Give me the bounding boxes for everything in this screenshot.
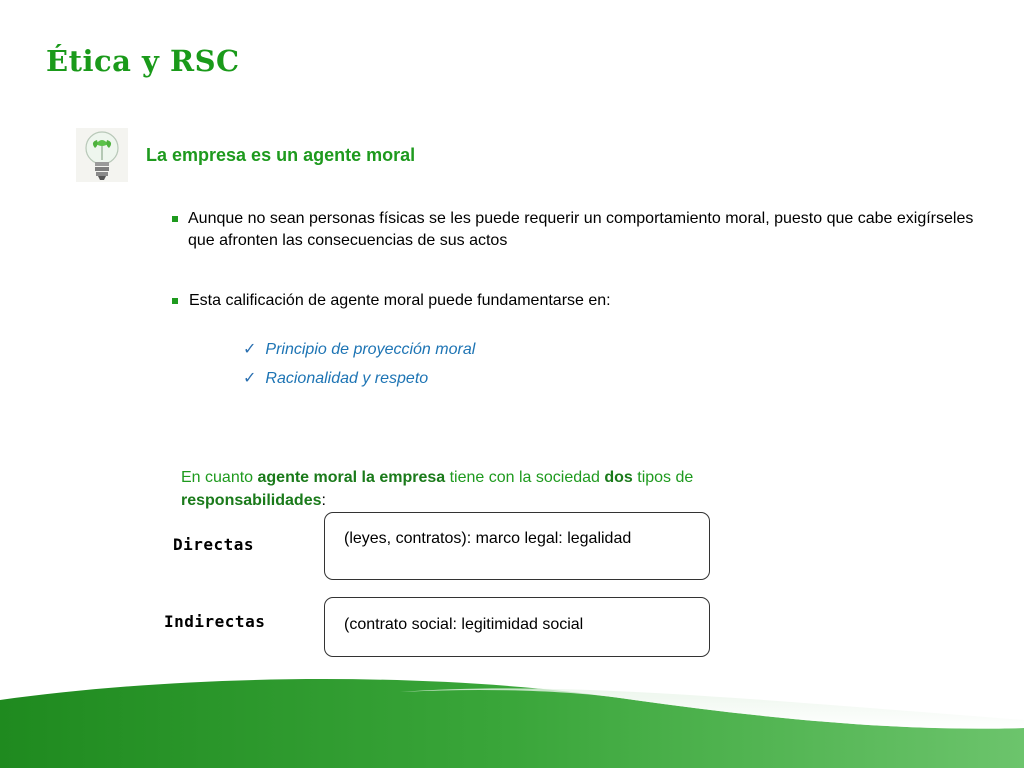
bullet-item [172, 290, 992, 312]
type-label-directas: Directas [173, 535, 255, 554]
resp-text-2: tiene con la sociedad [445, 469, 605, 486]
type-box-text: (contrato social: legitimidad social [344, 616, 584, 633]
bullet-item [172, 208, 992, 252]
resp-bold-1: agente moral la empresa [257, 469, 446, 486]
footer-green-wave [0, 670, 1024, 768]
checkmark-icon: ✓ [243, 341, 257, 358]
resp-text-1: En cuanto [181, 469, 258, 486]
section-heading: La empresa es un agente moral [146, 145, 416, 165]
check-item [243, 339, 475, 359]
responsibilities-text [181, 466, 861, 512]
type-label-indirectas: Indirectas [164, 612, 266, 631]
check-text: Racionalidad y respeto [265, 370, 429, 387]
slide-title: Ética y RSC [46, 44, 240, 78]
type-box-text: (leyes, contratos): marco legal: legalidad [344, 530, 632, 547]
checkmark-icon: ✓ [243, 370, 257, 387]
lightbulb-icon [76, 128, 128, 182]
type-box-directas [324, 512, 710, 580]
check-item [243, 368, 428, 388]
resp-colon: : [321, 492, 326, 509]
square-bullet-icon [172, 216, 178, 222]
resp-bold-3: responsabilidades [181, 492, 322, 509]
check-text: Principio de proyección moral [265, 341, 476, 358]
square-bullet-icon [172, 298, 178, 304]
resp-text-3: tipos de [632, 469, 694, 486]
bullet-text: Esta calificación de agente moral puede fundamentarse en: [189, 292, 611, 309]
type-box-indirectas [324, 597, 710, 657]
bullet-text: Aunque no sean personas físicas se les puede requerir un comportamiento moral, puesto que cabe exigírseles que afronten las consecuencias de sus actos [188, 210, 974, 249]
resp-bold-2: dos [604, 469, 633, 486]
